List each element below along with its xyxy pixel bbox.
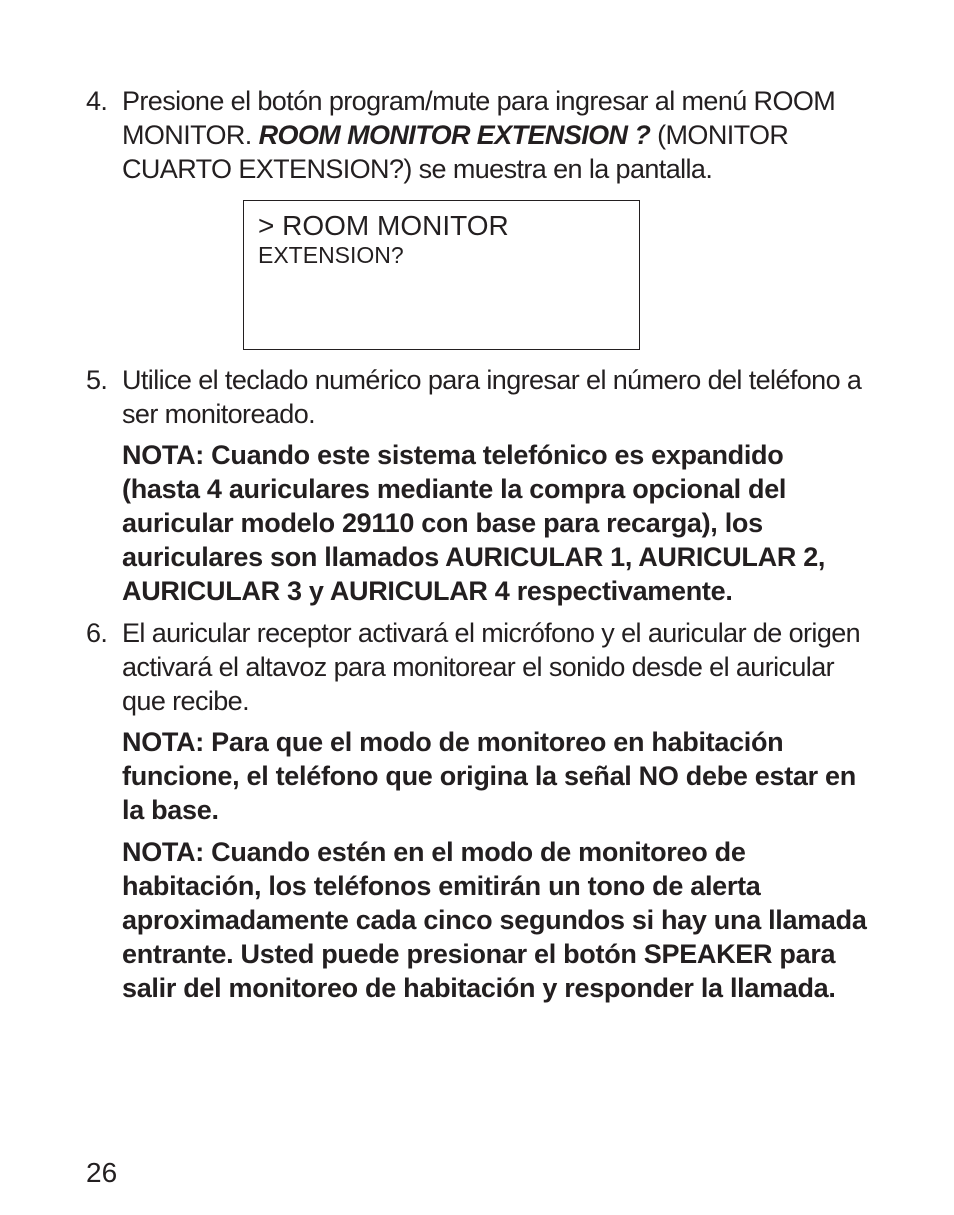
- step-5: [86, 363, 876, 431]
- menu-emphasis: ROOM MONITOR EXTENSION ?: [258, 120, 651, 150]
- display-line-1: > ROOM MONITOR: [258, 210, 509, 241]
- step-number: 5.: [86, 365, 108, 395]
- display-line-2: EXTENSION?: [258, 242, 404, 268]
- step-text: Presione el botón program/mute para ingresar al menú ROOM MONITOR. ROOM MONITOR EXTENSION ? (MONITOR CUARTO EXTENSION?) se muestra en la pantalla.: [122, 86, 836, 184]
- step-number: 6.: [86, 618, 108, 648]
- note-expansion: NOTA: Cuando este sistema telefónico es expandido (hasta 4 auriculares mediante la compra opcional del auricular modelo 29110 con base para recarga), los auriculares son llamados AURICULAR 1, AURICULAR 2, AURICULAR 3 y AURICULAR 4 respectivamente.: [122, 440, 826, 606]
- step-number: 4.: [86, 86, 108, 116]
- note-base: NOTA: Para que el modo de monitoreo en habitación funcione, el teléfono que origina la señal NO debe estar en la base.: [122, 727, 856, 825]
- page-number: 26: [86, 1157, 118, 1188]
- step-6: [86, 616, 876, 718]
- step-4: [86, 84, 876, 186]
- note-alert-tone: NOTA: Cuando estén en el modo de monitoreo de habitación, los teléfonos emitirán un tono de alerta aproximadamente cada cinco segundos si hay una llamada entrante. Usted puede presionar el botón SPEAKER para salir del monitoreo de habitación y responder la llamada.: [122, 837, 867, 1003]
- step-text: El auricular receptor activará el micrófono y el auricular de origen activará el altavoz para monitorear el sonido desde el auricular que recibe.: [122, 618, 861, 716]
- step-text: Utilice el teclado numérico para ingresar el número del teléfono a ser monitoreado.: [122, 365, 862, 429]
- lcd-display-screen: [243, 200, 640, 350]
